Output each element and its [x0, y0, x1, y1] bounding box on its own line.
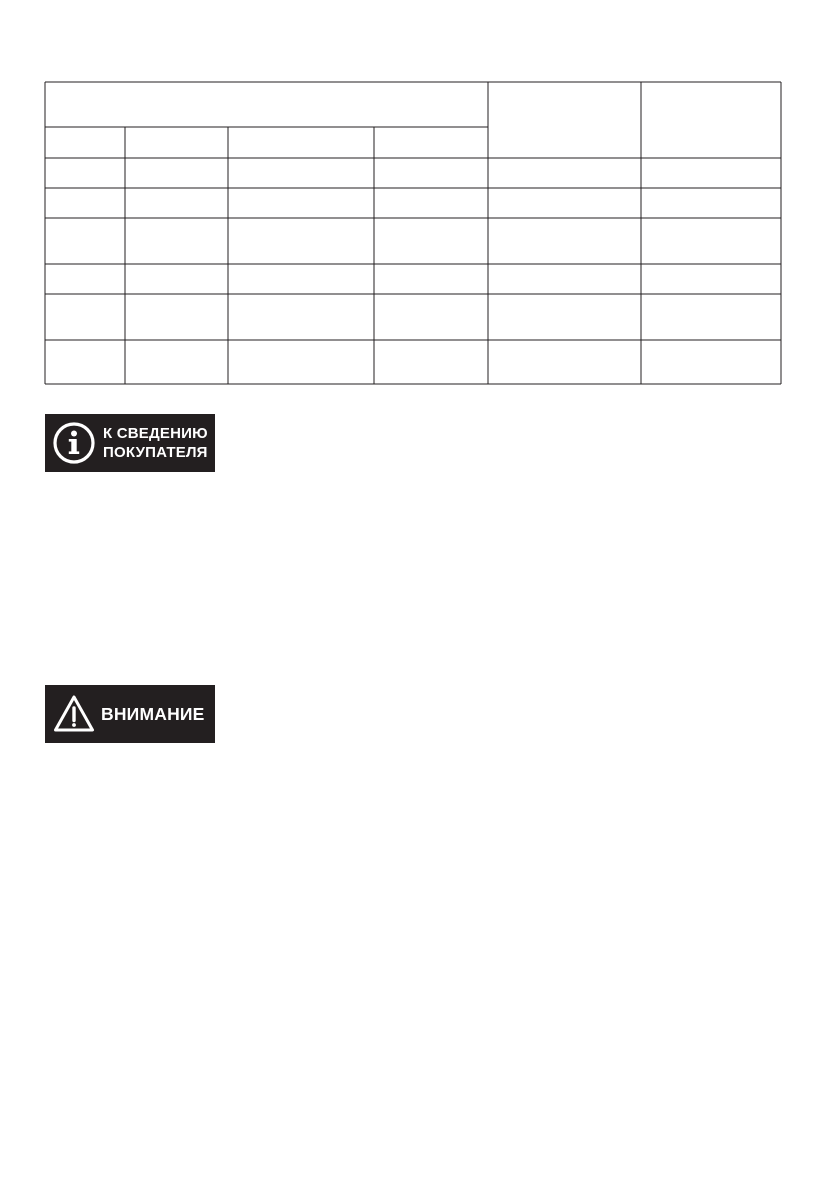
info-notice-label	[103, 424, 208, 462]
warning-triangle-icon	[52, 693, 96, 735]
warning-notice-label: ВНИМАНИЕ	[101, 703, 205, 724]
info-notice-badge	[45, 414, 215, 472]
info-notice-line1: К СВЕДЕНИЮ	[103, 425, 208, 442]
info-notice-line2: ПОКУПАТЕЛЯ	[103, 444, 208, 461]
info-icon	[51, 420, 97, 466]
warning-notice-badge	[45, 685, 215, 743]
